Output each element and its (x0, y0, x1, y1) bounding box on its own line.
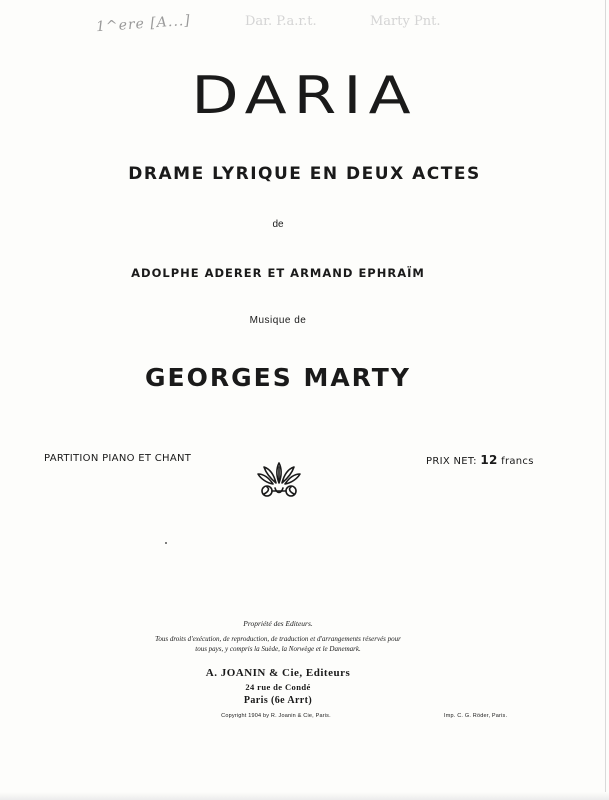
composer-name: GEORGES MARTY (145, 363, 411, 392)
publisher-address: 24 rue de Condé (245, 682, 311, 692)
ink-speck (165, 542, 167, 544)
ownership-note: Propriété des Editeurs. (243, 619, 313, 628)
librettists: ADOLPHE ADERER ET ARMAND EPHRAÏM (131, 266, 425, 280)
faint-mark: Marty Pnt. (370, 14, 441, 29)
music-by-label: Musique de (249, 315, 307, 326)
subtitle: DRAME LYRIQUE EN DEUX ACTES (128, 164, 481, 184)
floral-ornament-icon (254, 461, 304, 501)
copyright-line: Copyright 1904 by R. Joanin & Cie, Paris. (221, 713, 331, 719)
by-label: de (272, 219, 284, 230)
price-label: PRIX NET: (426, 456, 477, 467)
rights-notice (130, 634, 426, 654)
price-unit: francs (501, 456, 534, 467)
pencil-annotation: 1^ere [A...] (95, 12, 192, 36)
price-value: 12 (480, 453, 498, 467)
publisher-name: A. JOANIN & Cie, Editeurs (205, 667, 351, 679)
page-title: DARIA (191, 66, 418, 126)
page-edge (605, 0, 606, 800)
printer-line: Imp. C. G. Röder, Paris. (444, 713, 508, 719)
faint-mark: Dar. P.a.r.t. (245, 14, 317, 29)
edition-label: PARTITION PIANO ET CHANT (44, 453, 192, 464)
publisher-city: Paris (6e Arrt) (243, 695, 313, 706)
price (426, 453, 534, 467)
rights-line: Tous droits d'exécution, de reproduction, de traduction et d'arrangements réservés pour (155, 635, 401, 643)
rights-line: tous pays, y compris la Suède, la Norwège et le Danemark. (195, 645, 361, 653)
page-shadow (0, 792, 609, 800)
